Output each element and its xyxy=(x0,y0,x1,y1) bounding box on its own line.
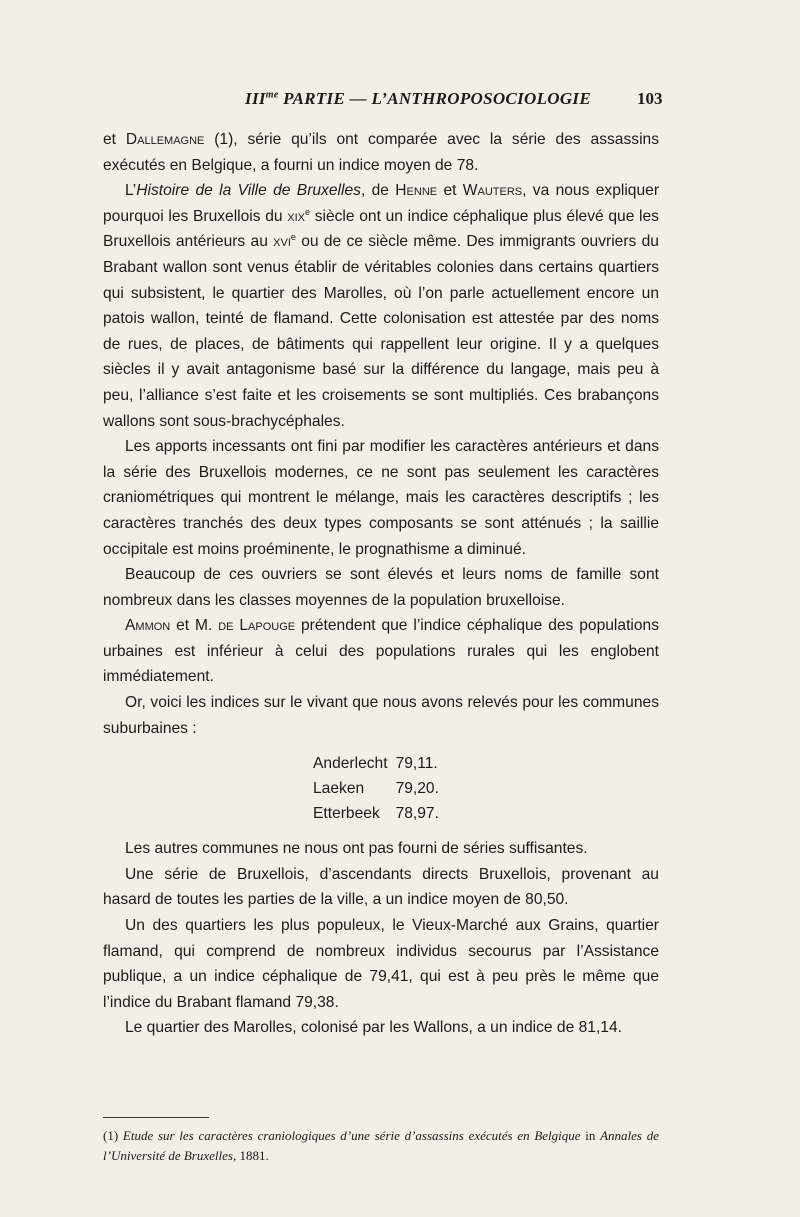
paragraph-5 xyxy=(103,613,659,690)
running-head xyxy=(228,89,608,109)
text-run: , 1881. xyxy=(232,1148,269,1163)
paragraph-4: Beaucoup de ces ouvriers se sont élevés et leurs noms de famille sont nombreux dans les classes moyennes de la population bruxelloise. xyxy=(103,566,659,609)
text-run: et xyxy=(437,182,463,200)
page-number: 103 xyxy=(637,89,663,108)
author-name: Wauters xyxy=(462,182,523,200)
text-run: siècle ont un indice céphalique plus élevé que les Bruxellois antérieurs au xyxy=(103,207,659,251)
text-run: in xyxy=(580,1128,601,1143)
century-suffix: e xyxy=(305,206,311,217)
text-run: L’ xyxy=(125,182,137,200)
commune-index: 79,11. xyxy=(395,755,438,773)
paragraph-9: Un des quartiers les plus populeux, le Vieux-Marché aux Grains, quartier flamand, qui comprend de nombreux individus secourus par l’Assistance publique, a un indice céphalique de 79,41, qui est à peu près le même que l’indice du Brabant flamand 79,38. xyxy=(103,917,659,1011)
footnote xyxy=(103,1126,659,1166)
text-run: et xyxy=(103,131,126,148)
commune-index: 79,20. xyxy=(395,780,439,798)
author-name: Ammon xyxy=(125,617,171,635)
commune-name: Laeken xyxy=(313,780,365,798)
text-run: ou de ce siècle même. Des immigrants ouvriers du Brabant wallon sont venus établir de véritables colonies dans certains quartiers qui subsistent, le quartier des Marolles, où l’on parle actuellement encore un patois wallon, teinté de flamand. Cette colonisation est attestée par des noms de rues, de places, de bâtiments qui rappellent leur origine. Il y a quelques siècles il y avait antagonisme basé sur la différence du langage, mais peu à peu, l’alliance s’est faite et les croisements se sont multipliés. Ces brabançons wallons sont sous-brachycéphales. xyxy=(103,233,659,430)
paragraph-2 xyxy=(103,178,659,434)
text-run: et M. xyxy=(170,617,219,635)
paragraph-8: Une série de Bruxellois, d’ascendants directs Bruxellois, provenant au hasard de toutes les parties de la ville, a un indice moyen de 80,50. xyxy=(103,865,659,909)
commune-name: Anderlecht xyxy=(313,755,388,773)
text-run: prétendent que l’indice céphalique des populations urbaines est inférieur à celui des populations rurales qui les englobent immédiatement. xyxy=(103,617,660,686)
table-row xyxy=(313,776,439,801)
book-title: Histoire de la Ville de Bruxelles xyxy=(136,182,361,200)
paragraph-6: Or, voici les indices sur le vivant que nous avons relevés pour les communes suburbaines : xyxy=(103,694,659,737)
century-suffix: e xyxy=(290,232,296,243)
table-row xyxy=(313,801,439,826)
paragraph-3: Les apports incessants ont fini par modifier les caractères antérieurs et dans la série des Bruxellois modernes, ce ne sont pas seulement les caractères craniométriques qui montrent le mélange, mais les caractères descriptifs ; les caractères tranchés des deux types composants se sont atténués ; la saillie occipitale est moins proéminente, le prognathisme a diminué. xyxy=(103,438,659,558)
text-run: , de xyxy=(360,182,396,200)
century-numeral: xix xyxy=(287,207,305,225)
paragraph-1 xyxy=(103,127,659,178)
text-run: (1), série qu’ils ont comparée avec la série des assassins exécutés en Belgique, a fourni un indice moyen de 78. xyxy=(103,131,659,174)
paragraph-7: Les autres communes ne nous ont pas fourni de séries suffisantes. xyxy=(125,840,588,858)
footnote-marker: (1) xyxy=(103,1128,123,1143)
footnote-rule xyxy=(103,1117,209,1118)
part-title: PARTIE — L’ANTHROPOSOCIOLOGIE xyxy=(278,89,591,108)
footnote-work-title: Etude sur les caractères craniologiques d’une série d’assassins exécutés en Belgique xyxy=(122,1128,581,1143)
commune-index: 78,97. xyxy=(395,805,439,823)
footnote-journal: Annales de l’Université de Bruxelles xyxy=(103,1128,659,1163)
text-run: , va nous expliquer pourquoi les Bruxellois du xyxy=(103,182,660,225)
author-name: Dallemagne xyxy=(125,131,205,148)
part-roman: III xyxy=(245,89,266,108)
author-name: de Lapouge xyxy=(218,617,296,635)
table-row xyxy=(313,751,439,776)
part-suffix: me xyxy=(265,89,279,101)
paragraph-10: Le quartier des Marolles, colonisé par les Wallons, a un indice de 81,14. xyxy=(125,1019,622,1037)
century-numeral: xvi xyxy=(273,233,291,251)
body-text xyxy=(103,127,659,1041)
communes-table xyxy=(313,751,439,826)
author-name: Henne xyxy=(395,182,438,200)
commune-name: Etterbeek xyxy=(313,805,380,823)
